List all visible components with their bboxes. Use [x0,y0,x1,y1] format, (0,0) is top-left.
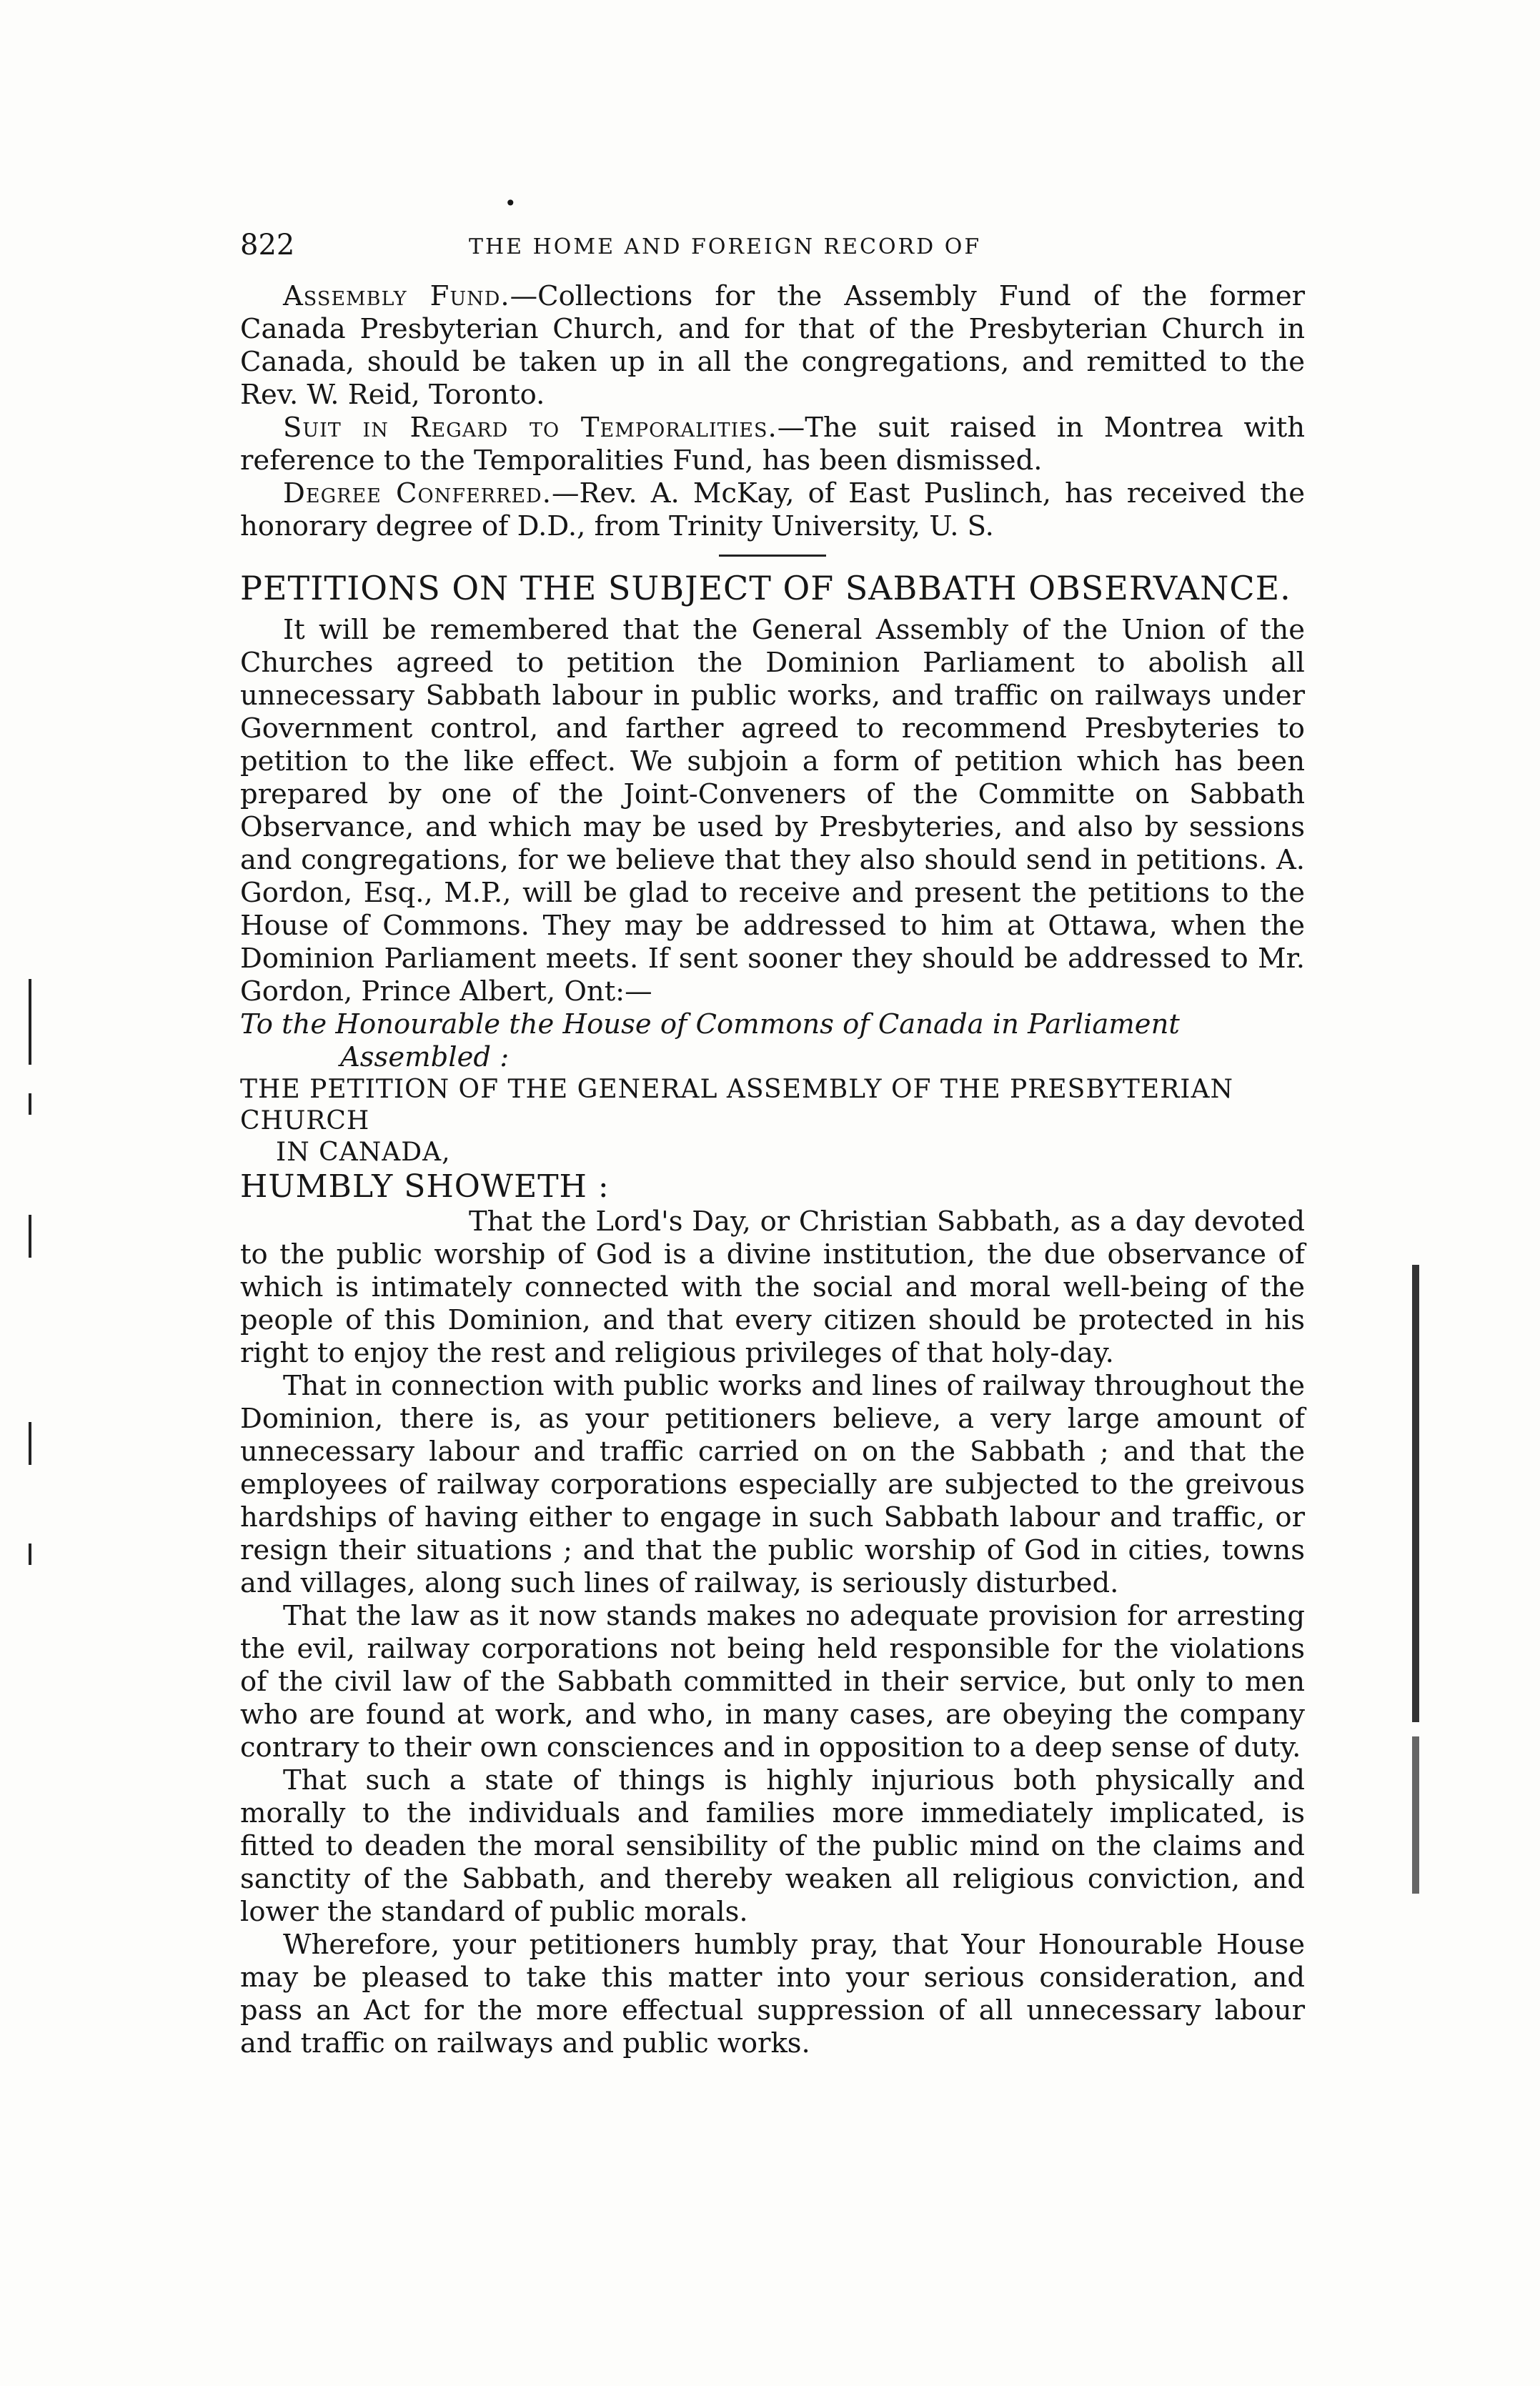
notice-text: —The suit raised in Montrea with reference to the Temporalities Fund, has been dismissed. [240,412,1305,477]
section-title: PETITIONS ON THE SUBJECT OF SABBATH OBSERVANCE. [240,569,1291,607]
petition-paragraph: That such a state of things is highly injurious both physically and morally to the individuals and families more immediately implicated, is fitted to deaden the moral sensibility of the public mind on the claims and sanctity of the Sabbath, and thereby weaken all religious conviction, and lower the standard of public morals. [240,1764,1305,1928]
running-head [240,229,1305,272]
running-title: THE HOME AND FOREIGN RECORD OF [469,234,982,259]
notices [240,280,1305,543]
page [240,229,1305,2060]
scan-edge-mark [29,1422,31,1465]
page-number: 822 [240,229,295,262]
petition-heading-line: IN CANADA, [276,1138,451,1167]
petition-heading-line: THE PETITION OF THE GENERAL ASSEMBLY OF THE PRESBYTERIAN CHURCH [240,1075,1234,1135]
petition-paragraph: Wherefore, your petitioners humbly pray, that Your Honourable House may be pleased to take this matter into your serious consideration, and pass an Act for the more effectual suppression of all unnecessary labour and traffic on railways and public works. [240,1929,1305,2059]
petition-address [240,1008,1305,1074]
print-mark: • [505,192,517,215]
scan-edge-mark [29,979,31,1065]
notice-heading: Assembly Fund. [283,280,510,312]
notice-temporalities [240,412,1305,477]
scan-binding-bar [1412,1736,1419,1894]
showeth-heading: HUMBLY SHOWETH : [240,1168,610,1205]
section-intro: It will be remembered that the General Assembly of the Union of the Churches agreed to petition the Dominion Parliament to abolish all unnecessary Sabbath labour in public works, and traffic on railways under Government control, and farther agreed to recommend Presbyteries to petition to the like effect. We subjoin a form of petition which has been prepared by one of the Joint-Conveners of the Committe on Sabbath Observance, and which may be used by Presbyteries, and also by sessions and congregations, for we believe that they also should send in petitions. A. Gordon, Esq., M.P., will be glad to receive and present the petitions to the House of Commons. They may be addressed to him at Ottawa, when the Dominion Parliament meets. If sent sooner they should be addressed to Mr. Gordon, Prince Albert, Ont:— [240,614,1305,1008]
notice-text: —Rev. A. McKay, of East Puslinch, has received the honorary degree of D.D., from Trinity University, U. S. [240,477,1305,542]
notice-heading: Suit in Regard to Temporalities. [283,412,778,444]
petition-paragraph: That the Lord's Day, or Christian Sabbath, as a day devoted to the public worship of God is a divine institution, the due observance of which is intimately connected with the social and moral well-being of the people of this Dominion, and that every citizen should be protected in his right to enjoy the rest and religious privileges of that holy-day. [240,1206,1305,1369]
section-divider [719,555,826,557]
address-line: Assembled : [340,1041,510,1073]
address-line: To the Honourable the House of Commons of Canada in Parliament [240,1008,1180,1040]
notice-degree [240,477,1305,543]
scan-edge-mark [29,1215,31,1258]
petition-heading [240,1074,1305,1168]
scan-binding-bar [1412,1265,1419,1722]
scan-edge-mark [29,1544,31,1565]
notice-assembly-fund [240,280,1305,412]
petition-paragraph: That in connection with public works and lines of railway throughout the Dominion, there is, as your petitioners believe, a very large amount of unnecessary labour and traffic carried on on the Sabbath ; and that the employees of railway corporations especially are subjected to the greivous hardships of having either to engage in such Sabbath labour and traffic, or resign their situations ; and that the public worship of God in cities, towns and villages, along such lines of railway, is seriously disturbed. [240,1370,1305,1599]
notice-text: —Collections for the Assembly Fund of the former Canada Presbyterian Church, and for that of the Presbyterian Church in Canada, should be taken up in all the congregations, and remitted to the Rev. W. Reid, Toronto. [240,280,1306,411]
notice-heading: Degree Conferred. [283,477,552,509]
petition-paragraph: That the law as it now stands makes no adequate provision for arresting the evil, railway corporations not being held responsible for the violations of the civil law of the Sabbath committed in their service, but only to men who are found at work, and who, in many cases, are obeying the company contrary to their own consciences and in opposition to a deep sense of duty. [240,1600,1305,1764]
scan-edge-mark [29,1093,31,1115]
